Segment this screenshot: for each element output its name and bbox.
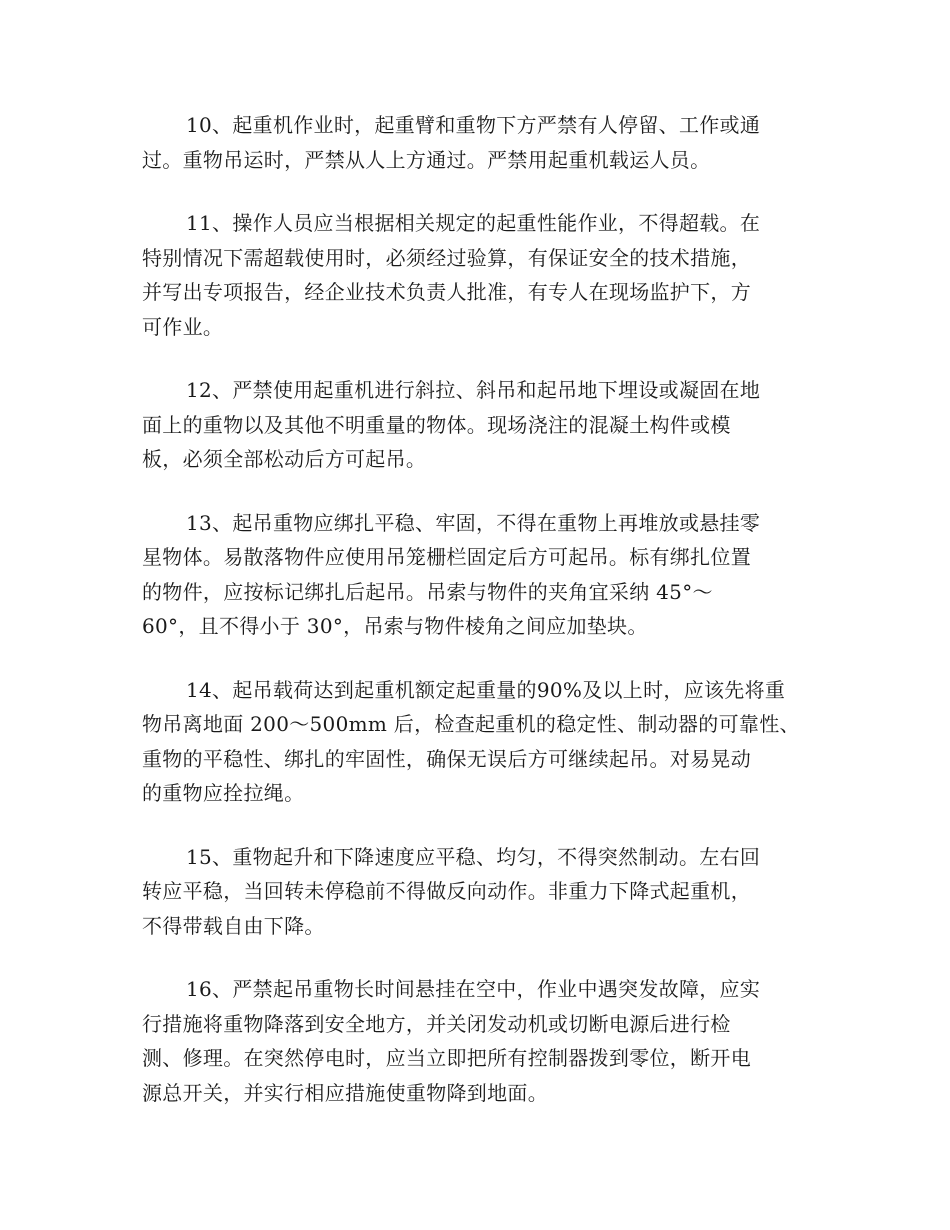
paragraph-line: 过。重物吊运时，严禁从人上方通过。严禁用起重机载运人员。 <box>142 147 711 172</box>
paragraph-14 <box>142 673 810 811</box>
paragraph-16 <box>142 972 810 1110</box>
paragraph-line: 板，必须全部松动后方可起吊。 <box>142 447 427 471</box>
paragraph-12 <box>142 373 810 477</box>
paragraph-line: 的物件，应按标记绑扎后起吊。吊索与物件的夹角宜采纳 45°～ <box>142 579 713 604</box>
paragraph-line: 不得带载自由下降。 <box>142 913 325 938</box>
paragraph-line: 15、重物起升和下降速度应平稳、均匀，不得突然制动。左右回 <box>186 844 761 869</box>
paragraph-line: 特别情况下需超载使用时，必须经过验算，有保证安全的技术措施， <box>142 245 751 270</box>
paragraph-line: 14、起吊载荷达到起重机额定起重量的90%及以上时，应该先将重 <box>186 677 786 702</box>
paragraph-line: 可作业。 <box>142 314 224 339</box>
paragraph-line: 星物体。易散落物件应使用吊笼栅栏固定后方可起吊。标有绑扎位置 <box>142 545 751 569</box>
paragraph-line: 测、修理。在突然停电时，应当立即把所有控制器拨到零位，断开电 <box>142 1046 751 1070</box>
paragraph-line: 行措施将重物降落到安全地方，并关闭发动机或切断电源后进行检 <box>142 1011 731 1036</box>
paragraph-line: 重物的平稳性、绑扎的牢固性，确保无误后方可继续起吊。对易晃动 <box>142 746 751 771</box>
paragraph-13 <box>142 506 810 644</box>
paragraph-line: 60°，且不得小于 30°，吊索与物件棱角之间应加垫块。 <box>142 614 648 638</box>
paragraph-10 <box>142 108 810 177</box>
document-body <box>142 108 810 1139</box>
paragraph-line: 物吊离地面 200～500mm 后，检查起重机的稳定性、制动器的可靠性、 <box>142 712 800 736</box>
paragraph-line: 源总开关，并实行相应措施使重物降到地面。 <box>142 1080 548 1105</box>
paragraph-line: 并写出专项报告，经企业技术负责人批准，有专人在现场监护下，方 <box>142 280 751 304</box>
paragraph-11 <box>142 206 810 344</box>
paragraph-line: 的重物应拴拉绳。 <box>142 781 305 805</box>
paragraph-line: 16、严禁起吊重物长时间悬挂在空中，作业中遇突发故障，应实 <box>186 977 761 1001</box>
paragraph-line: 12、严禁使用起重机进行斜拉、斜吊和起吊地下埋设或凝固在地 <box>186 378 761 402</box>
paragraph-line: 13、起吊重物应绑扎平稳、牢固，不得在重物上再堆放或悬挂零 <box>186 510 761 535</box>
paragraph-line: 转应平稳，当回转未停稳前不得做反向动作。非重力下降式起重机， <box>142 879 751 903</box>
paragraph-15 <box>142 840 810 944</box>
paragraph-line: 11、操作人员应当根据相关规定的起重性能作业，不得超载。在 <box>186 211 761 235</box>
paragraph-line: 10、起重机作业时，起重臂和重物下方严禁有人停留、工作或通 <box>186 113 761 137</box>
paragraph-line: 面上的重物以及其他不明重量的物体。现场浇注的混凝土构件或模 <box>142 412 731 437</box>
